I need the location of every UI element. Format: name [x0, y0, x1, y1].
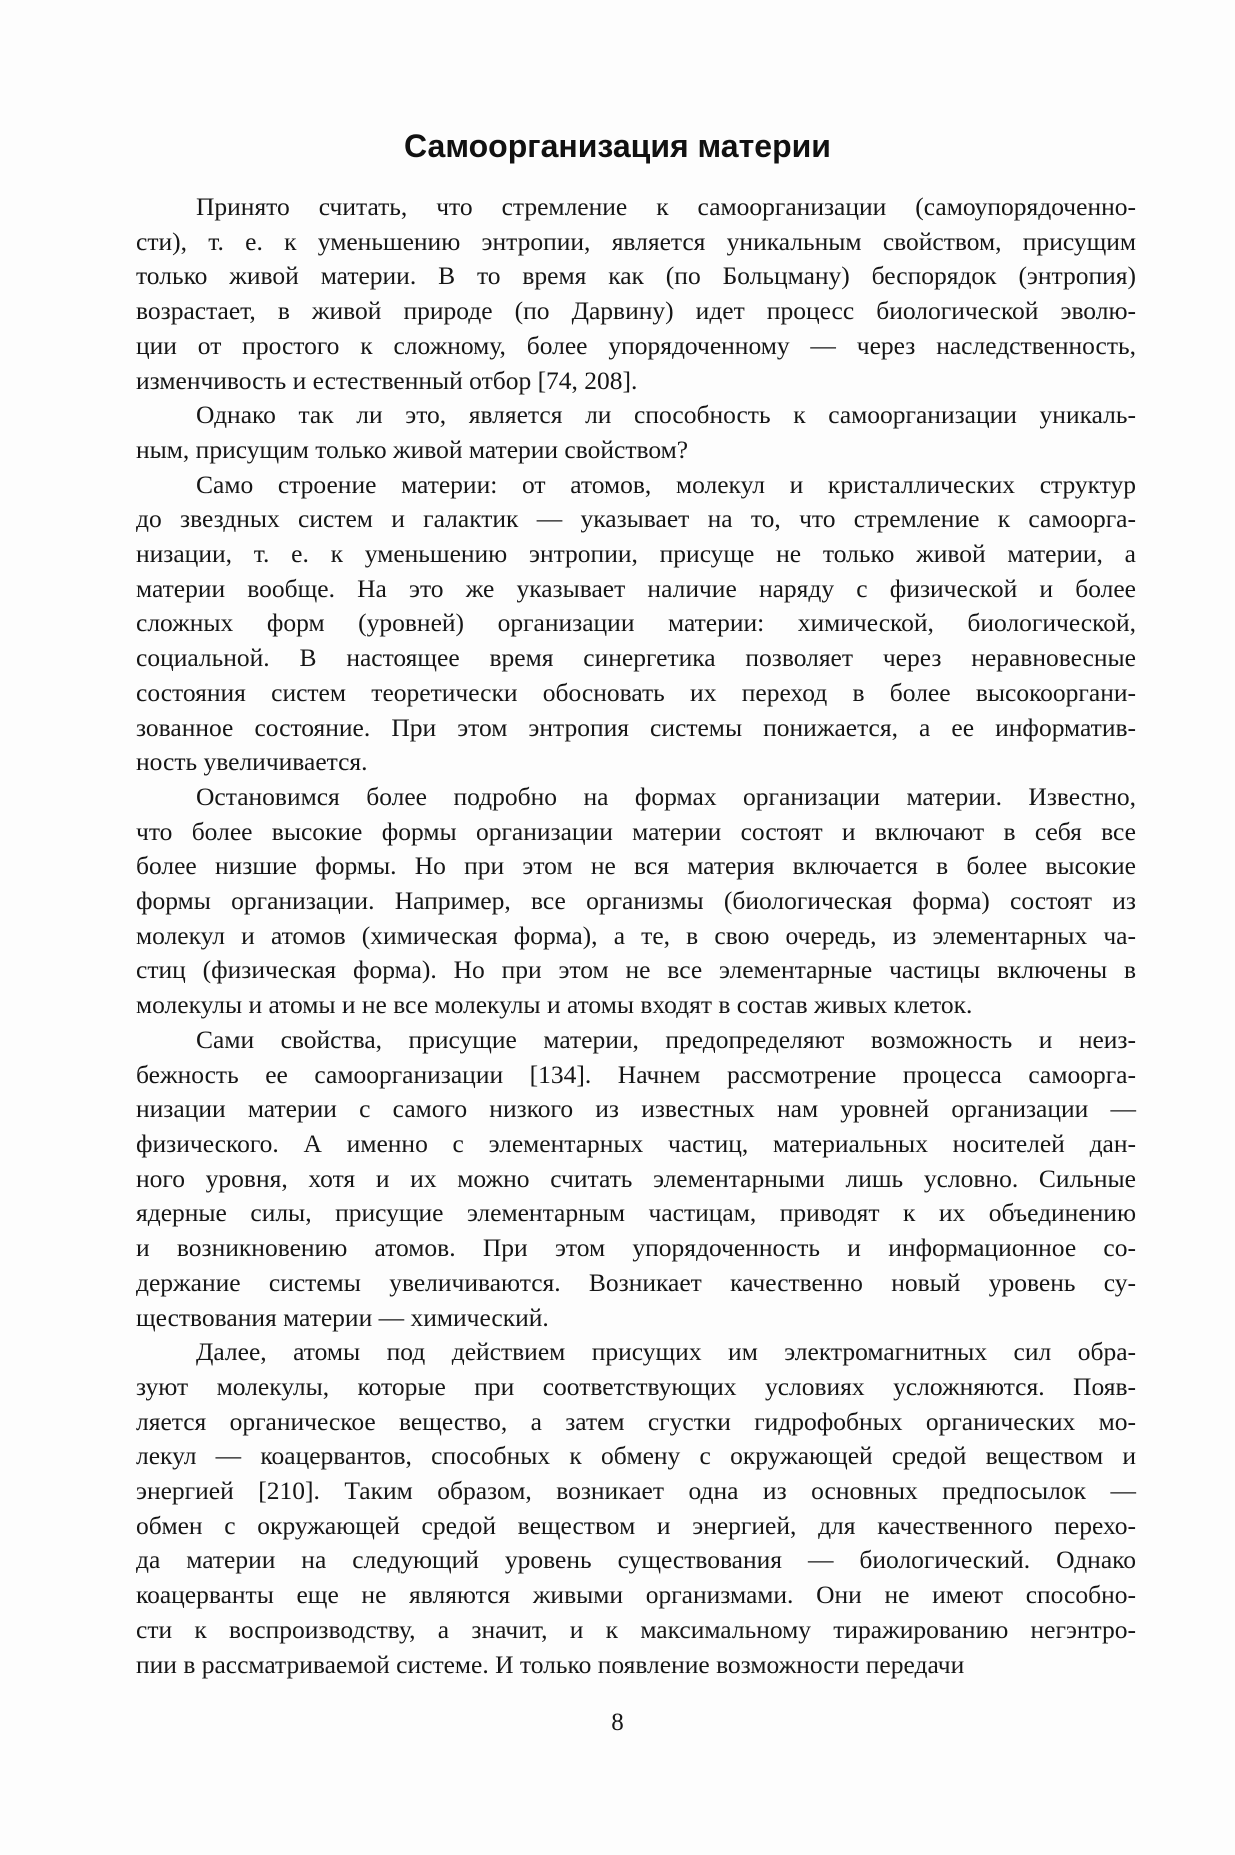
paragraph	[136, 780, 1136, 1023]
text-line: низации материи с самого низкого из известных нам уровней организации —	[136, 1094, 1136, 1124]
text-line: лекул — коацервантов, способных к обмену с окружающей средой веществом и	[136, 1441, 1136, 1471]
text-line: молекулы и атомы и не все молекулы и атомы входят в состав живых клеток.	[136, 990, 973, 1020]
text-line: да материи на следующий уровень существования — биологический. Однако	[136, 1545, 1136, 1575]
text-line: пии в рассматриваемой системе. И только появление возможности передачи	[136, 1649, 965, 1679]
paragraph	[136, 1023, 1136, 1335]
text-line: энергией [210]. Таким образом, возникает одна из основных предпосылок —	[136, 1476, 1136, 1506]
paragraph	[136, 190, 1136, 398]
text-line: бежность ее самоорганизации [134]. Начнем рассмотрение процесса самоорга-	[136, 1059, 1136, 1089]
text-line: ным, присущим только живой материи свойством?	[136, 434, 689, 464]
text-line: более низшие формы. Но при этом не вся материя включается в более высокие	[136, 851, 1136, 881]
text-line: Далее, атомы под действием присущих им электромагнитных сил обра-	[196, 1337, 1136, 1367]
body-text	[136, 190, 1136, 1682]
text-line: только живой материи. В то время как (по Больцману) беспорядок (энтропия)	[136, 261, 1136, 291]
text-line: состояния систем теоретически обосновать их переход в более высокооргани-	[136, 677, 1136, 707]
page-title: Самоорганизация материи	[404, 128, 831, 164]
text-line: Принято считать, что стремление к самоорганизации (самоупорядоченно-	[196, 192, 1136, 221]
text-line: ядерные силы, присущие элементарным частицам, приводят к их объединению	[136, 1198, 1136, 1228]
text-line: зуют молекулы, которые при соответствующих условиях усложняются. Появ-	[136, 1371, 1136, 1401]
text-line: Однако так ли это, является ли способность к самоорганизации уникаль-	[196, 400, 1136, 430]
text-line: формы организации. Например, все организмы (биологическая форма) состоят из	[136, 886, 1136, 916]
paragraph	[136, 468, 1136, 780]
text-line: Остановимся более подробно на формах организации материи. Известно,	[196, 781, 1136, 811]
paragraph	[136, 1335, 1136, 1682]
text-line: обмен с окружающей средой веществом и энергией, для качественного перехо-	[136, 1510, 1136, 1540]
text-line: материи вообще. На это же указывает наличие наряду с физической и более	[136, 573, 1136, 603]
text-line: социальной. В настоящее время синергетика позволяет через неравновесные	[136, 643, 1136, 673]
text-line: ществования материи — химический.	[136, 1302, 549, 1332]
paragraph	[136, 398, 1136, 467]
text-line: ции от простого к сложному, более упорядоченному — через наследственность,	[136, 330, 1136, 360]
text-line: ляется органическое вещество, а затем сгустки гидрофобных органических мо-	[136, 1406, 1136, 1436]
text-line: стиц (физическая форма). Но при этом не все элементарные частицы включены в	[136, 955, 1136, 985]
text-line: низации, т. е. к уменьшению энтропии, присуще не только живой материи, а	[136, 539, 1136, 569]
text-line: до звездных систем и галактик — указывает на то, что стремление к самоорга-	[136, 504, 1136, 534]
text-line: ного уровня, хотя и их можно считать элементарными лишь условно. Сильные	[136, 1163, 1136, 1193]
text-line: ность увеличивается.	[136, 747, 368, 777]
text-line: изменчивость и естественный отбор [74, 208].	[136, 365, 638, 395]
text-line: зованное состояние. При этом энтропия системы понижается, а ее информатив-	[136, 712, 1136, 742]
text-line: сти), т. е. к уменьшению энтропии, является уникальным свойством, присущим	[136, 226, 1136, 256]
text-line: держание системы увеличиваются. Возникает качественно новый уровень су-	[136, 1267, 1136, 1297]
text-line: и возникновению атомов. При этом упорядоченность и информационное со-	[136, 1233, 1136, 1263]
text-line: физического. А именно с элементарных частиц, материальных носителей дан-	[136, 1128, 1136, 1158]
text-line: коацерванты еще не являются живыми организмами. Они не имеют способно-	[136, 1580, 1136, 1610]
text-line: Сами свойства, присущие материи, предопределяют возможность и неиз-	[196, 1024, 1136, 1054]
text-line: возрастает, в живой природе (по Дарвину) идет процесс биологической эволю-	[136, 296, 1136, 326]
text-line: Само строение материи: от атомов, молекул и кристаллических структур	[196, 469, 1136, 499]
text-line: сти к воспроизводству, а значит, и к максимальному тиражированию негэнтро-	[136, 1614, 1136, 1644]
text-line: что более высокие формы организации материи состоят и включают в себя все	[136, 816, 1136, 846]
text-line: молекул и атомов (химическая форма), а те, в свою очередь, из элементарных ча-	[136, 920, 1136, 950]
text-line: сложных форм (уровней) организации материи: химической, биологической,	[136, 608, 1136, 638]
page-number: 8	[611, 1709, 624, 1736]
